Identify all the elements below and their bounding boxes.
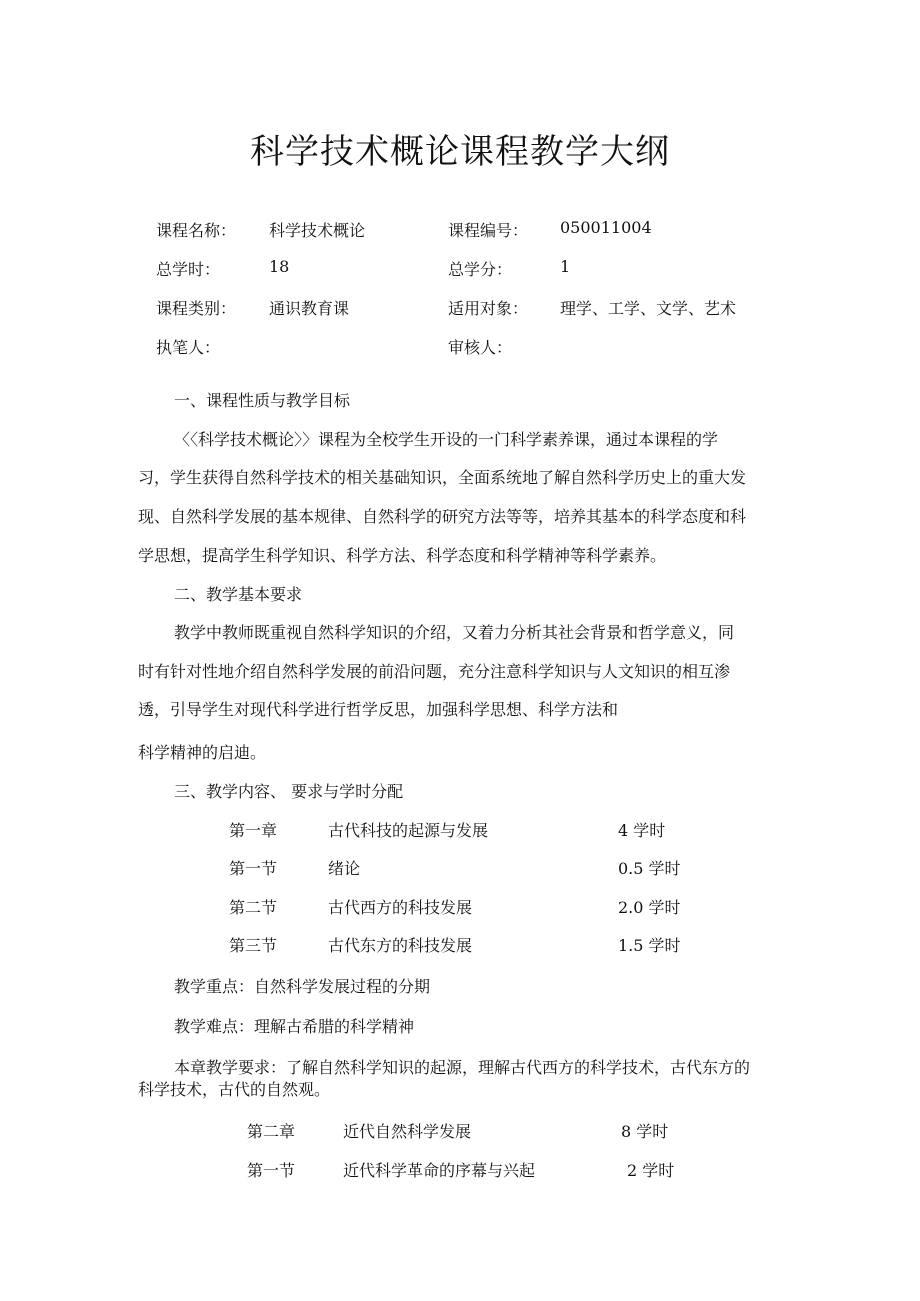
section-1-line-1: 〈〈科学技术概论〉〉课程为全校学生开设的一门科学素养课，通过本课程的学 xyxy=(174,430,719,449)
section-2-line-3: 透，引导学生对现代科学进行哲学反思，加强科学思想、科学方法和 xyxy=(138,700,619,719)
total-credits-label: 总学分： xyxy=(448,260,513,279)
schedule-number: 第一章 xyxy=(229,821,278,840)
section-1-line-3: 现、自然科学发展的基本规律、自然科学的研究方法等等，培养其基本的科学态度和科 xyxy=(138,507,747,526)
audience-value: 理学、工学、文学、艺术 xyxy=(560,299,737,318)
schedule-number: 第三节 xyxy=(229,936,278,955)
total-credits-value: 1 xyxy=(560,257,571,276)
course-name-value: 科学技术概论 xyxy=(269,221,366,240)
section-2-line-2: 时有针对性地介绍自然科学发展的前沿问题，充分注意科学知识与人文知识的相互渗 xyxy=(138,662,731,681)
schedule-hours: 4 学时 xyxy=(618,821,666,840)
schedule-hours: 2.0 学时 xyxy=(618,898,681,917)
course-name-label: 课程名称： xyxy=(156,221,237,240)
section-3-heading: 三、教学内容、 要求与学时分配 xyxy=(174,782,404,801)
schedule-title: 古代西方的科技发展 xyxy=(328,898,473,917)
course-code-value: 050011004 xyxy=(560,218,652,237)
schedule-title: 绪论 xyxy=(328,859,361,878)
schedule-number: 第二节 xyxy=(229,898,278,917)
document-title: 科学技术概论课程教学大纲 xyxy=(250,132,670,172)
reviewer-label: 审核人： xyxy=(448,338,513,357)
key-point: 教学重点：自然科学发展过程的分期 xyxy=(174,977,431,996)
course-code-label: 课程编号： xyxy=(448,221,529,240)
schedule-title: 古代东方的科技发展 xyxy=(328,936,473,955)
section-2-line-4: 科学精神的启迪。 xyxy=(138,743,267,762)
chapter-requirement-line-1: 本章教学要求：了解自然科学知识的起源，理解古代西方的科学技术，古代东方的 xyxy=(174,1058,751,1077)
schedule-title: 古代科技的起源与发展 xyxy=(328,821,489,840)
schedule-title: 近代自然科学发展 xyxy=(343,1122,472,1141)
section-1-line-4: 学思想，提高学生科学知识、科学方法、科学态度和科学精神等科学素养。 xyxy=(138,546,667,565)
difficulty-point: 教学难点：理解古希腊的科学精神 xyxy=(174,1017,415,1036)
schedule-hours: 2 学时 xyxy=(627,1161,675,1180)
author-label: 执笔人： xyxy=(156,338,221,357)
schedule-number: 第二章 xyxy=(247,1122,296,1141)
section-1-line-2: 习，学生获得自然科学技术的相关基础知识，全面系统地了解自然科学历史上的重大发 xyxy=(138,468,747,487)
chapter-requirement-line-2: 科学技术，古代的自然观。 xyxy=(138,1080,331,1099)
section-1-heading: 一、课程性质与教学目标 xyxy=(174,391,351,410)
schedule-hours: 8 学时 xyxy=(621,1122,669,1141)
category-value: 通识教育课 xyxy=(269,299,350,318)
schedule-number: 第一节 xyxy=(229,859,278,878)
schedule-title: 近代科学革命的序幕与兴起 xyxy=(343,1161,536,1180)
total-hours-label: 总学时： xyxy=(156,260,221,279)
schedule-hours: 1.5 学时 xyxy=(618,936,681,955)
audience-label: 适用对象： xyxy=(448,299,529,318)
section-2-line-1: 教学中教师既重视自然科学知识的介绍，又着力分析其社会背景和哲学意义，同 xyxy=(174,623,735,642)
total-hours-value: 18 xyxy=(269,257,290,276)
schedule-number: 第一节 xyxy=(247,1161,296,1180)
schedule-hours: 0.5 学时 xyxy=(618,859,681,878)
category-label: 课程类别： xyxy=(156,299,237,318)
section-2-heading: 二、教学基本要求 xyxy=(174,585,303,604)
